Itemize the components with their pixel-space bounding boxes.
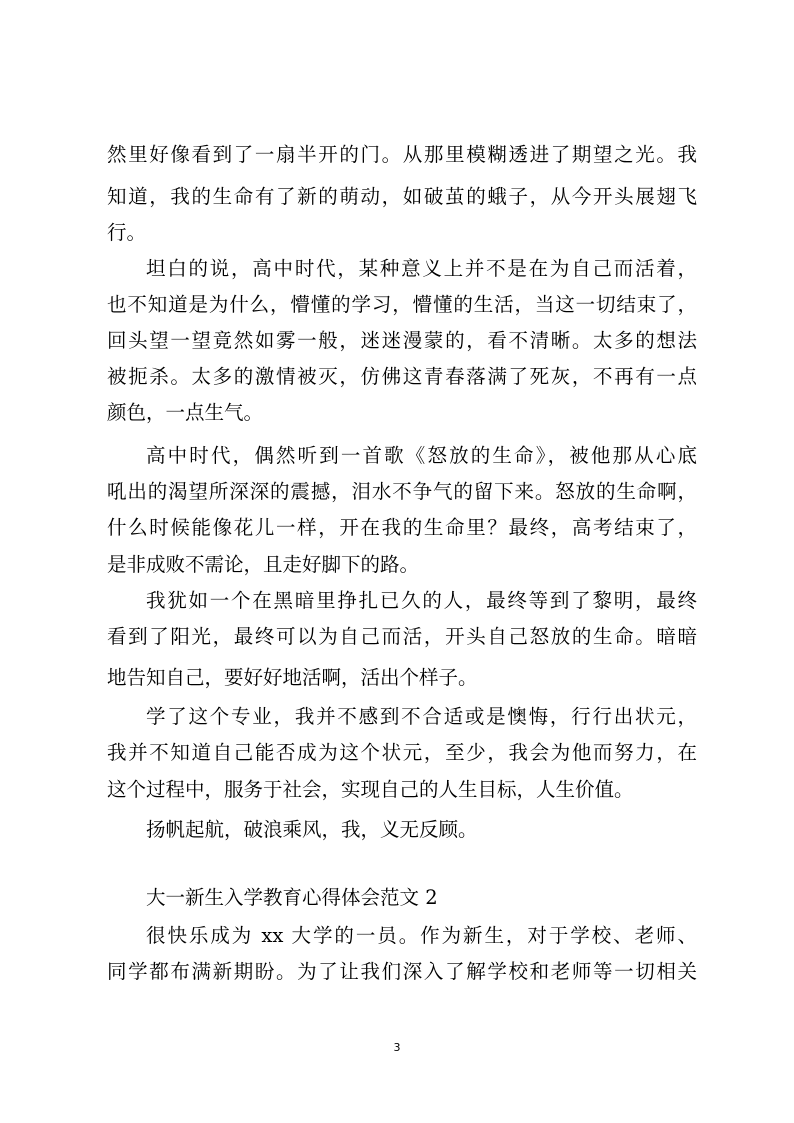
text-line: 什么时候能像花儿一样，开在我的生命里？最终，高考结束了， (107, 516, 697, 539)
text-line: 被扼杀。太多的激情被灭，仿佛这青春落满了死灰，不再有一点 (107, 365, 697, 388)
text-line: 吼出的渴望所深深的震撼，泪水不争气的留下来。怒放的生命啊， (107, 480, 697, 503)
text-line: 然里好像看到了一扇半开的门。从那里模糊透进了期望之光。我 (107, 143, 697, 166)
text-line: 我犹如一个在黑暗里挣扎已久的人，最终等到了黎明，最终 (146, 589, 697, 612)
text-line: 坦白的说，高中时代，某种意义上并不是在为自己而活着， (146, 257, 697, 280)
text-line: 同学都布满新期盼。为了让我们深入了解学校和老师等一切相关 (107, 960, 697, 983)
text-line: 知道，我的生命有了新的萌动，如破茧的蛾子，从今开头展翅飞 (107, 185, 697, 208)
text-line: 我并不知道自己能否成为这个状元，至少，我会为他而努力，在 (107, 741, 697, 764)
text-line: 地告知自己，要好好地活啊，活出个样子。 (107, 666, 478, 689)
text-line: 回头望一望竟然如雾一般，迷迷漫蒙的，看不清晰。太多的想法 (107, 329, 697, 352)
text-line: 看到了阳光，最终可以为自己而活，开头自己怒放的生命。暗暗 (107, 625, 697, 648)
text-line: 这个过程中，服务于社会，实现自己的人生目标，人生价值。 (107, 778, 634, 801)
page-number: 3 (393, 1041, 401, 1054)
text-line: 行。 (107, 221, 147, 244)
text-line: 高中时代，偶然听到一首歌《怒放的生命》，被他那从心底 (146, 444, 697, 467)
text-line: 很快乐成为 xx 大学的一员。作为新生，对于学校、老师、 (146, 924, 697, 947)
text-line: 颜色，一点生气。 (107, 401, 264, 424)
section-heading: 大一新生入学教育心得体会范文 2 (146, 886, 438, 909)
text-line: 也不知道是为什么，懵懂的学习，懵懂的生活，当这一切结束了， (107, 293, 697, 316)
text-line: 是非成败不需论，且走好脚下的路。 (107, 553, 420, 576)
text-line: 学了这个专业，我并不感到不合适或是懊悔，行行出状元， (146, 705, 697, 728)
text-line: 扬帆起航，破浪乘风，我，义无反顾。 (146, 818, 478, 841)
